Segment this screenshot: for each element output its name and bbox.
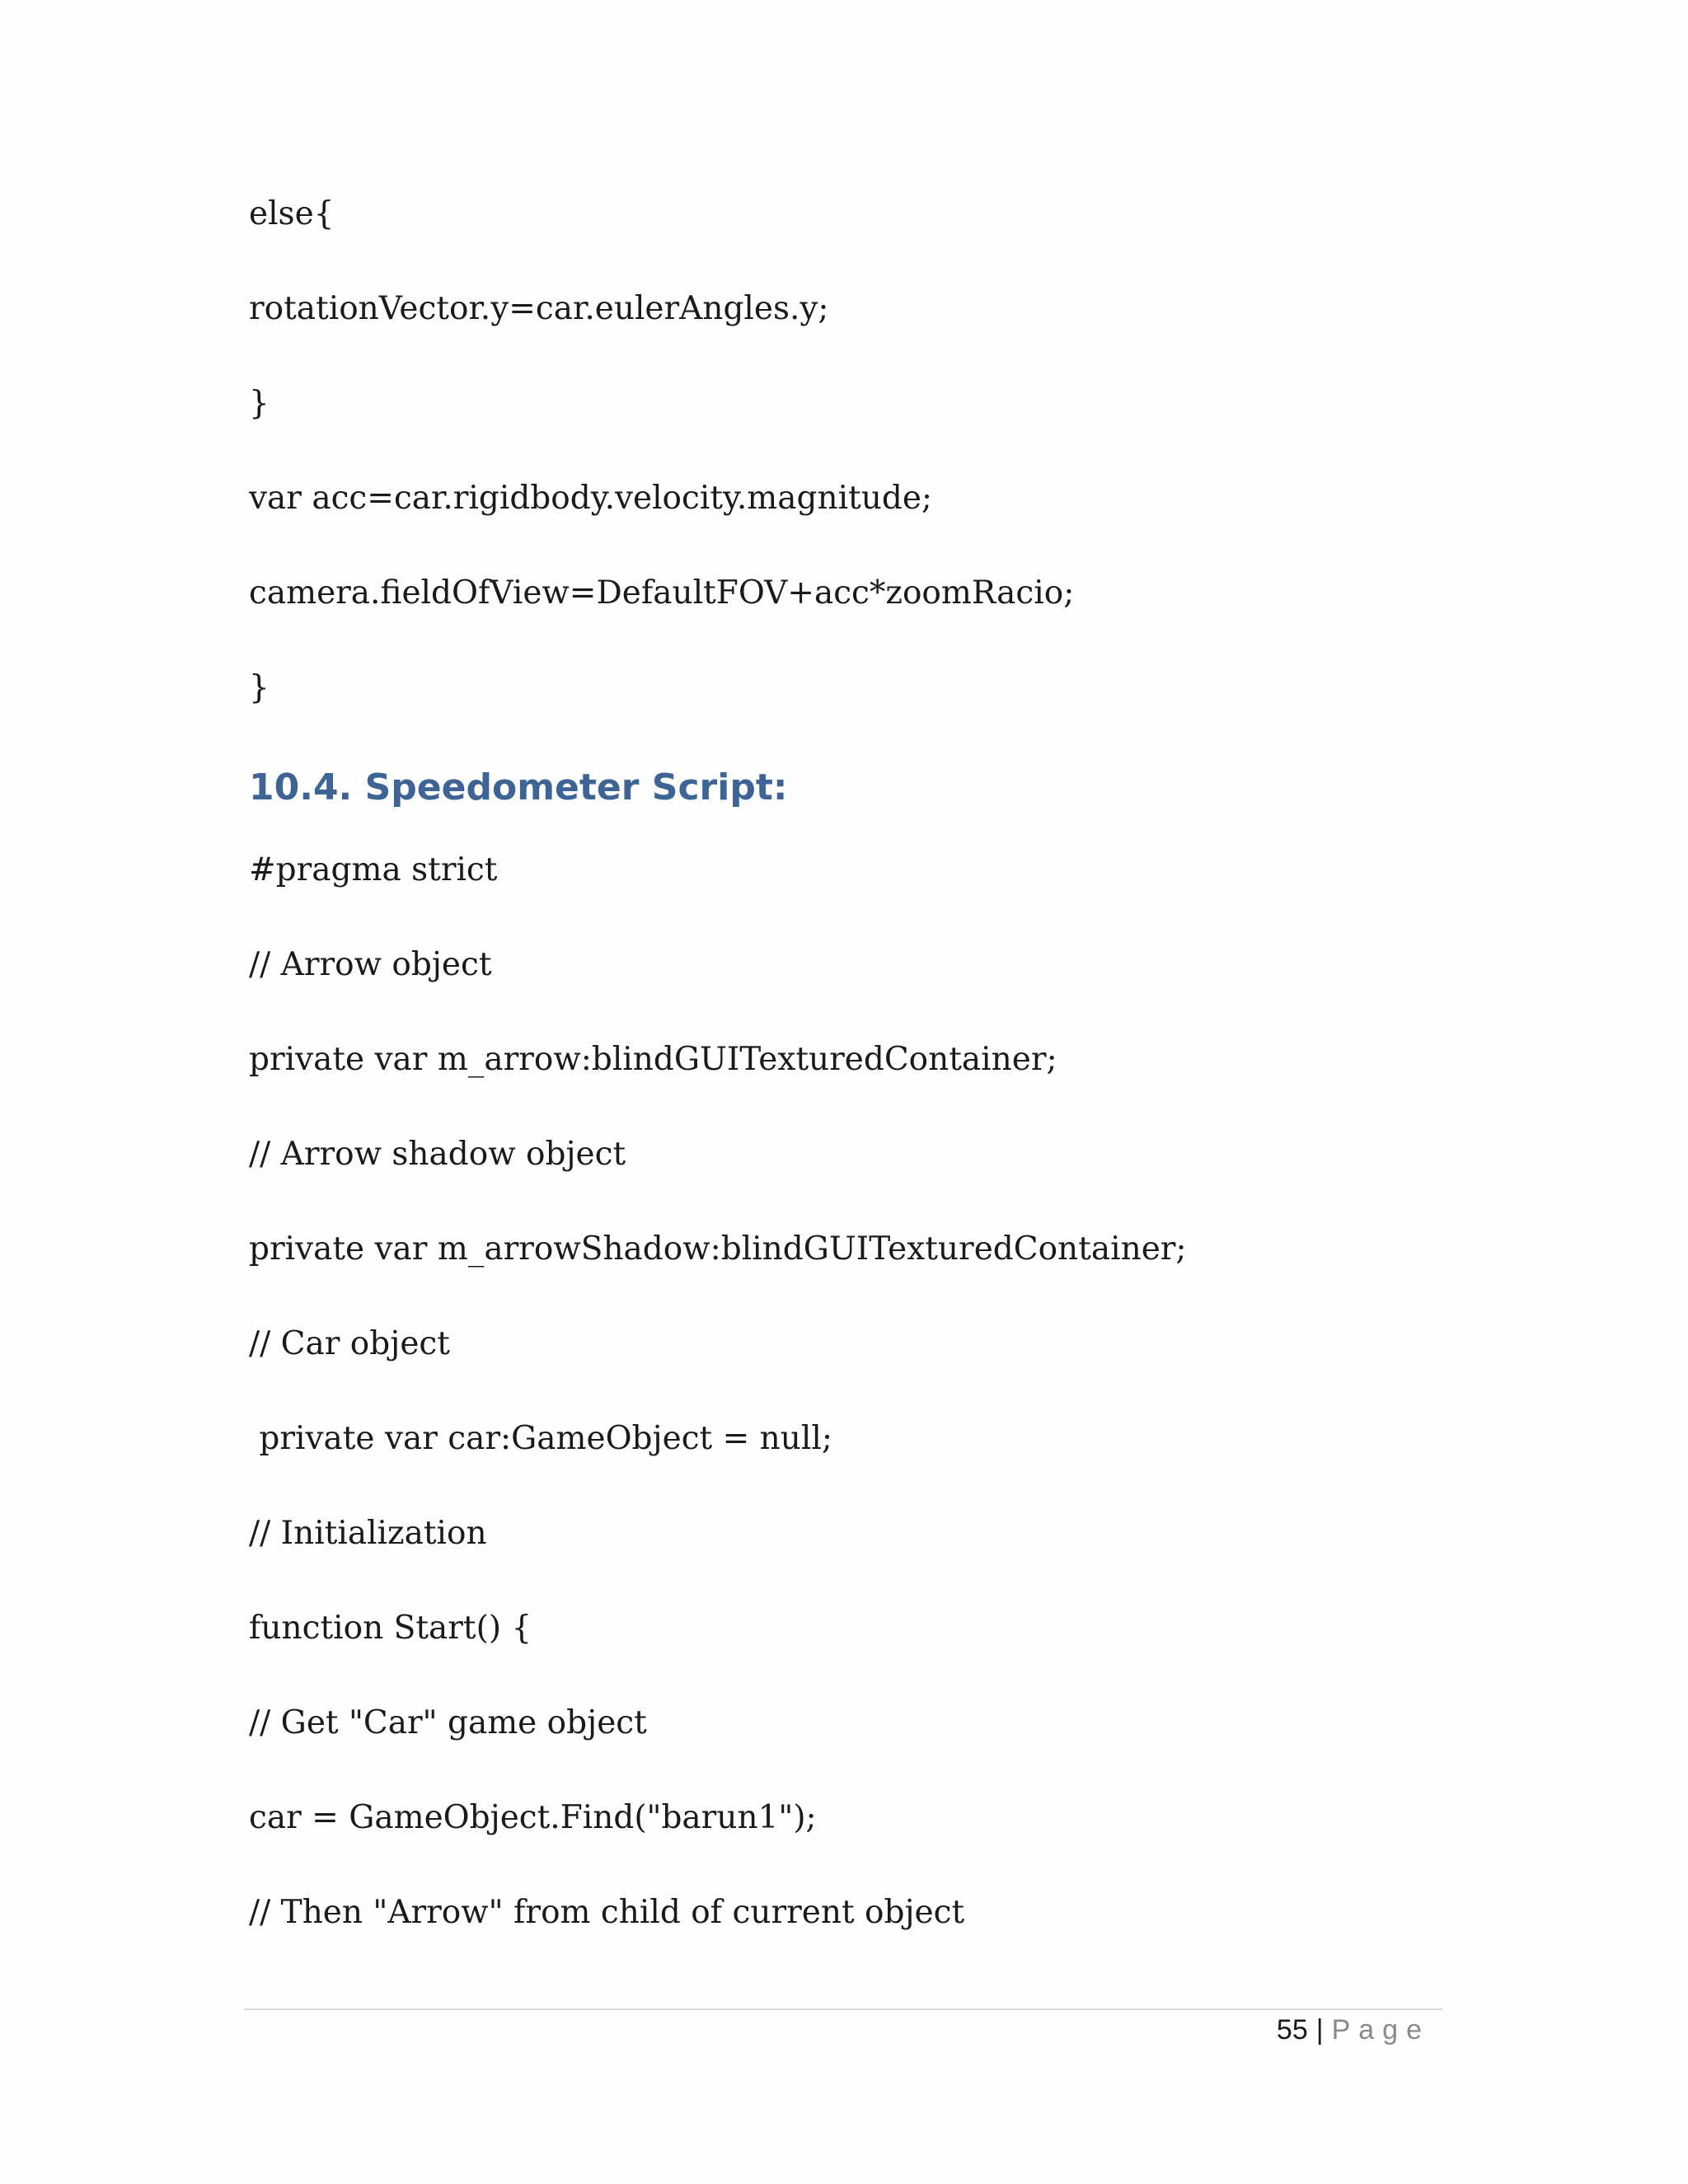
code-line: car = GameObject.Find("barun1"); (249, 1799, 817, 1836)
page-label: Page (1331, 2014, 1430, 2046)
code-line: rotationVector.y=car.eulerAngles.y; (249, 290, 829, 327)
code-line: // Arrow object (249, 946, 492, 983)
code-line: // Car object (249, 1325, 450, 1362)
footer-divider (244, 2008, 1442, 2010)
code-line: private var m_arrow:blindGUITexturedContainer; (249, 1041, 1057, 1078)
code-line: function Start() { (249, 1610, 532, 1647)
code-line: } (249, 385, 270, 422)
page-number: 55 (1276, 2014, 1308, 2046)
code-line: else{ (249, 195, 335, 232)
code-line: // Then "Arrow" from child of current object (249, 1894, 965, 1931)
code-line: // Initialization (249, 1515, 487, 1552)
code-line: camera.fieldOfView=DefaultFOV+acc*zoomRacio; (249, 574, 1075, 612)
code-line: // Get "Car" game object (249, 1704, 647, 1741)
code-line: // Arrow shadow object (249, 1136, 626, 1173)
code-line: #pragma strict (249, 851, 498, 888)
section-heading: 10.4. Speedometer Script: (249, 766, 788, 808)
code-line: } (249, 669, 270, 706)
code-line: var acc=car.rigidbody.velocity.magnitude; (249, 480, 933, 517)
code-line: private var car:GameObject = null; (249, 1420, 832, 1457)
footer-separator: | (1315, 2014, 1324, 2046)
page-footer (1277, 2016, 1430, 2044)
code-line: private var m_arrowShadow:blindGUITexturedContainer; (249, 1230, 1187, 1268)
